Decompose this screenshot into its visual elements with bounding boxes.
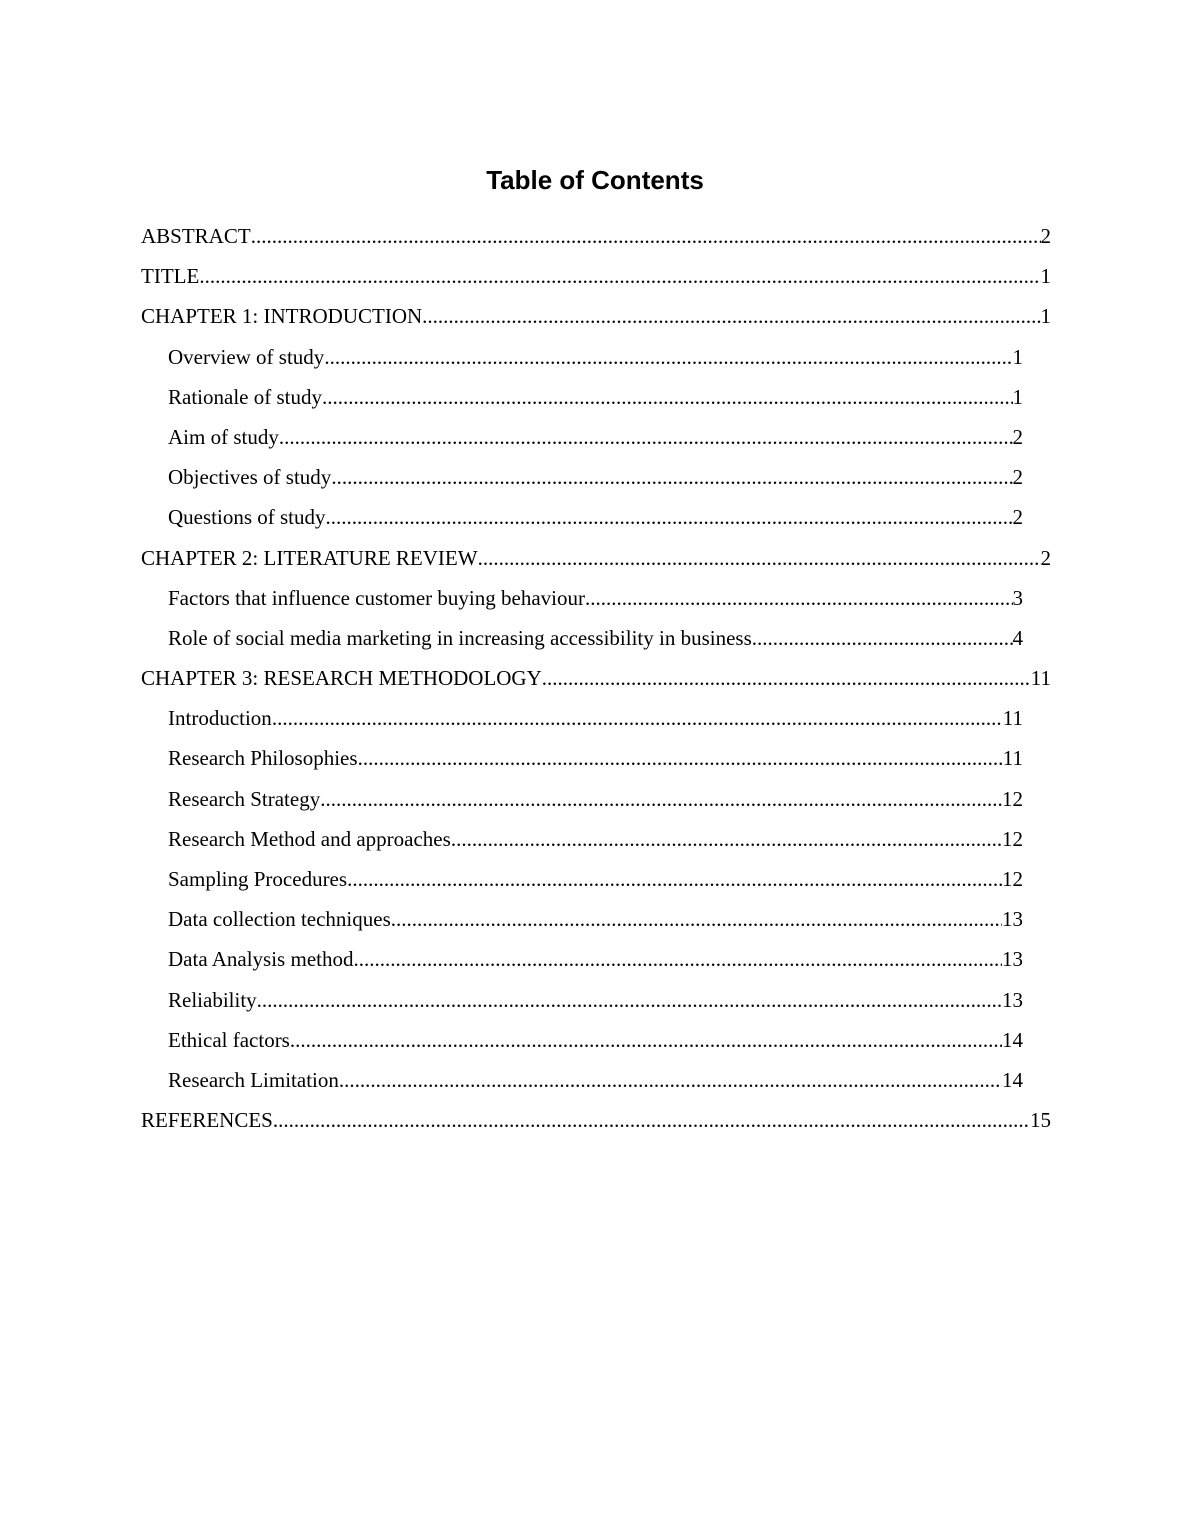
- page-title: Table of Contents: [486, 165, 704, 195]
- dot-leader: [391, 899, 1002, 939]
- toc-entry-page-number: 3: [1012, 585, 1023, 610]
- dot-leader: [331, 457, 1012, 497]
- toc-subentry[interactable]: [141, 497, 1023, 537]
- toc-entry-page-number: 4: [1012, 625, 1023, 650]
- dot-leader: [422, 296, 1040, 336]
- toc-entry-label: REFERENCES: [141, 1108, 273, 1133]
- dot-leader: [279, 417, 1013, 457]
- toc-entry[interactable]: [141, 538, 1051, 578]
- toc-entry-page-number: 13: [1002, 987, 1023, 1012]
- toc-entry-page-number: 2: [1012, 465, 1023, 490]
- toc-entry-page-number: 1: [1012, 384, 1023, 409]
- dot-leader: [585, 578, 1013, 618]
- dot-leader: [451, 819, 1002, 859]
- toc-list: [141, 216, 1051, 1140]
- toc-subentry[interactable]: [141, 738, 1023, 778]
- dot-leader: [542, 658, 1031, 698]
- toc-entry-label: Factors that influence customer buying behaviour: [168, 585, 585, 610]
- toc-entry-page-number: 14: [1002, 1027, 1023, 1052]
- toc-subentry[interactable]: [141, 618, 1023, 658]
- dot-leader: [339, 1060, 1002, 1100]
- dot-leader: [358, 738, 1003, 778]
- toc-entry-page-number: 1: [1012, 344, 1023, 369]
- toc-entry-label: Sampling Procedures: [168, 867, 348, 891]
- toc-entry-label: Overview of study: [168, 344, 325, 369]
- toc-entry-page-number: 11: [1002, 706, 1023, 731]
- toc-subentry[interactable]: [141, 859, 1023, 899]
- dot-leader: [273, 1100, 1030, 1140]
- toc-entry-label: TITLE: [141, 264, 200, 289]
- dot-leader: [257, 980, 1002, 1020]
- dot-leader: [199, 256, 1040, 296]
- toc-entry-label: Data Analysis method: [168, 947, 354, 972]
- toc-subentry[interactable]: [141, 578, 1023, 618]
- toc-entry-label: CHAPTER 3: RESEARCH METHODOLOGY: [141, 666, 542, 691]
- dot-leader: [251, 216, 1041, 256]
- toc-entry-label: CHAPTER 2: LITERATURE REVIEW: [141, 545, 478, 570]
- toc-entry-label: Aim of study: [168, 424, 279, 449]
- toc-entry[interactable]: [141, 1100, 1051, 1140]
- toc-entry-label: CHAPTER 1: INTRODUCTION: [141, 304, 423, 329]
- toc-entry[interactable]: [141, 296, 1051, 336]
- toc-entry-label: Questions of study: [168, 505, 326, 530]
- dot-leader: [320, 779, 1002, 819]
- toc-subentry[interactable]: [141, 457, 1023, 497]
- dot-leader: [290, 1020, 1002, 1060]
- toc-entry[interactable]: [141, 256, 1051, 296]
- toc-entry-page-number: 1: [1040, 304, 1051, 329]
- toc-entry[interactable]: [141, 658, 1051, 698]
- toc-entry[interactable]: [141, 216, 1051, 256]
- toc-entry-page-number: 12: [1002, 826, 1023, 851]
- toc-subentry[interactable]: [141, 819, 1023, 859]
- toc-entry-page-number: 13: [1002, 907, 1023, 932]
- toc-subentry[interactable]: [141, 1020, 1023, 1060]
- toc-entry-label: Research Limitation: [168, 1067, 339, 1092]
- toc-entry-label: Data collection techniques: [168, 907, 391, 932]
- toc-entry-label: Role of social media marketing in increasing accessibility in business: [168, 625, 752, 650]
- toc-subentry[interactable]: [141, 1060, 1023, 1100]
- toc-entry-page-number: 12: [1002, 867, 1023, 891]
- dot-leader: [752, 618, 1013, 658]
- toc-subentry[interactable]: [141, 899, 1023, 939]
- dot-leader: [324, 337, 1012, 377]
- dot-leader: [326, 497, 1013, 537]
- toc-entry-label: Research Philosophies: [168, 746, 358, 771]
- toc-entry-label: Ethical factors: [168, 1027, 290, 1052]
- toc-entry-label: Introduction: [168, 706, 272, 731]
- toc-subentry[interactable]: [141, 377, 1023, 417]
- toc-entry-page-number: 13: [1002, 947, 1023, 972]
- toc-entry-label: Objectives of study: [168, 465, 332, 490]
- toc-subentry[interactable]: [141, 337, 1023, 377]
- toc-entry-label: Research Strategy: [168, 786, 321, 811]
- toc-subentry[interactable]: [141, 417, 1023, 457]
- dot-leader: [322, 377, 1013, 417]
- dot-leader: [272, 698, 1003, 738]
- toc-entry-page-number: 2: [1012, 424, 1023, 449]
- toc-subentry[interactable]: [141, 698, 1023, 738]
- toc-subentry[interactable]: [141, 939, 1023, 979]
- toc-subentry[interactable]: [141, 980, 1023, 1020]
- dot-leader: [347, 859, 1002, 899]
- toc-entry-page-number: 2: [1012, 505, 1023, 530]
- toc-entry-label: Rationale of study: [168, 384, 322, 409]
- toc-entry-page-number: 2: [1040, 545, 1051, 570]
- toc-subentry[interactable]: [141, 779, 1023, 819]
- toc-entry-label: ABSTRACT: [141, 224, 251, 248]
- toc-entry-page-number: 14: [1002, 1067, 1023, 1092]
- toc-entry-page-number: 11: [1030, 666, 1051, 691]
- toc-entry-label: Reliability: [168, 987, 257, 1012]
- toc-entry-page-number: 12: [1002, 786, 1023, 811]
- toc-entry-page-number: 2: [1040, 224, 1051, 248]
- dot-leader: [478, 538, 1041, 578]
- toc-entry-page-number: 15: [1030, 1108, 1051, 1133]
- toc-entry-page-number: 1: [1040, 264, 1051, 289]
- dot-leader: [353, 939, 1002, 979]
- toc-entry-page-number: 11: [1002, 746, 1023, 771]
- toc-entry-label: Research Method and approaches: [168, 826, 451, 851]
